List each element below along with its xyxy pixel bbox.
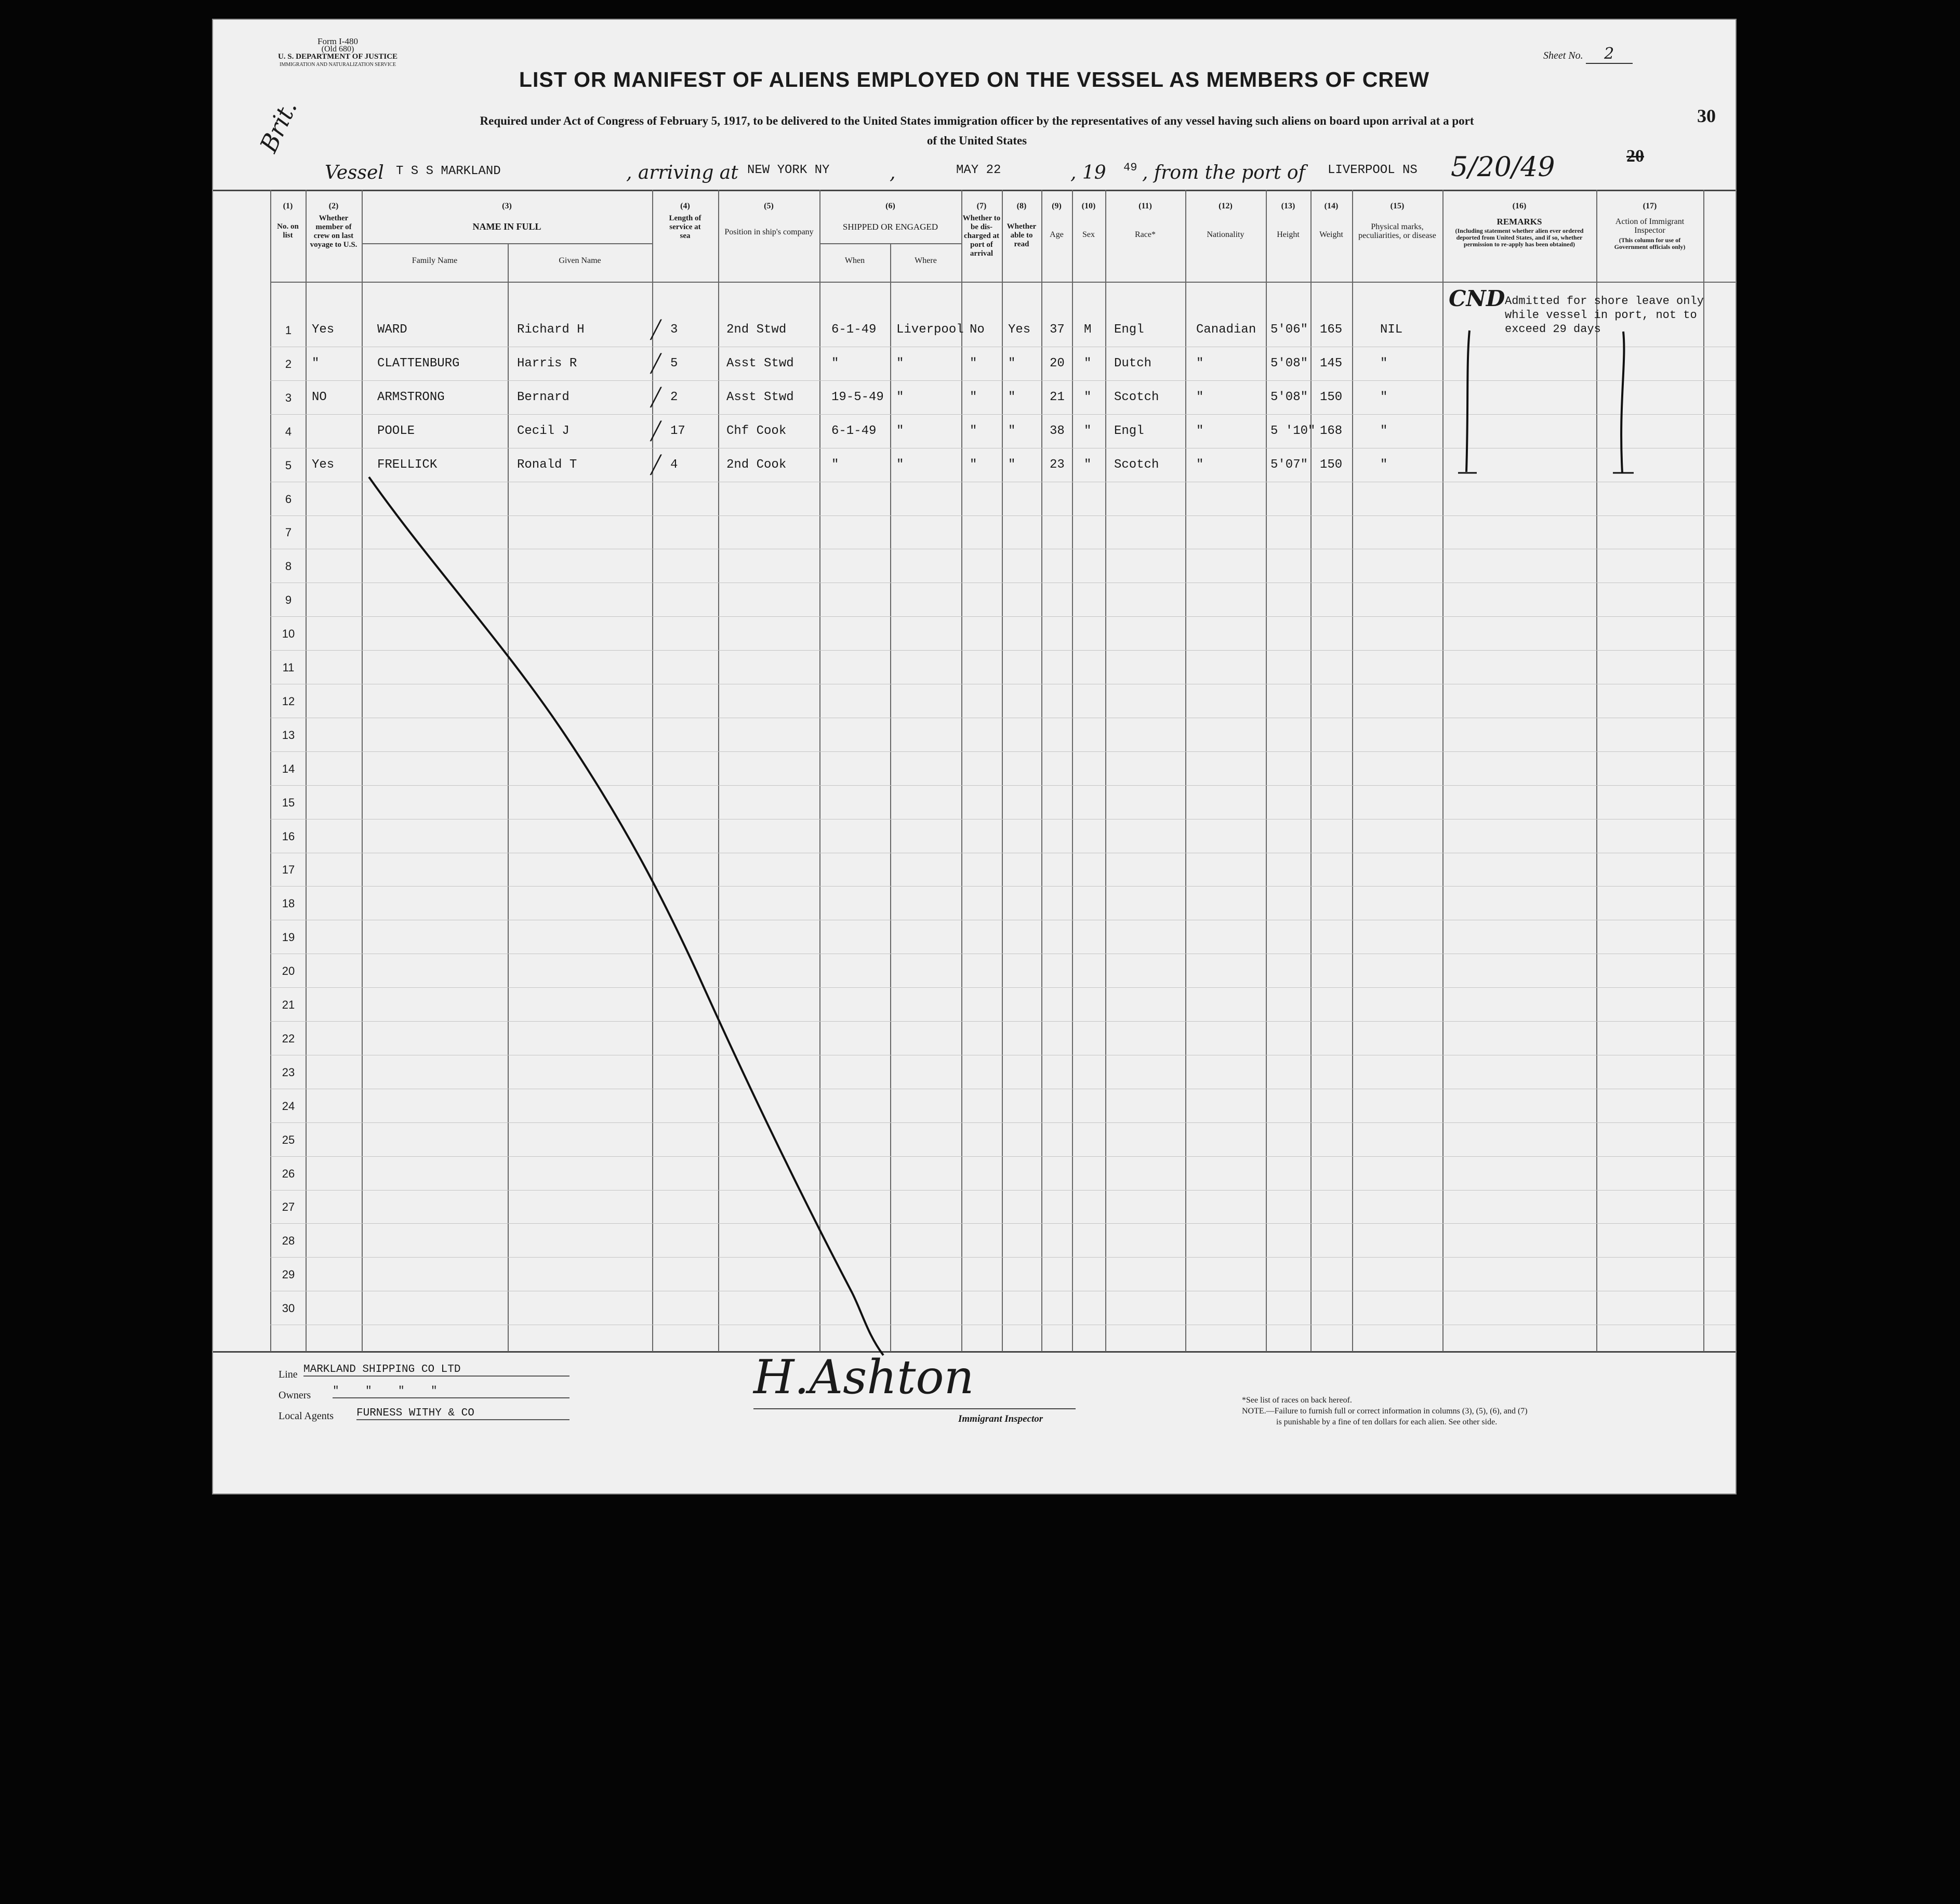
col-head-3a: Family Name xyxy=(412,256,458,265)
departure-port: LIVERPOOL NS xyxy=(1328,163,1418,177)
row-shipped-when: 19-5-49 xyxy=(831,390,884,404)
remarks-line-1: Admitted for shore leave only xyxy=(1505,295,1704,308)
sheet-label: Sheet No. xyxy=(1543,50,1583,61)
footer-fields xyxy=(279,1364,486,1429)
row-nationality: " xyxy=(1196,390,1204,404)
row-position: 2nd Cook xyxy=(726,457,787,472)
row-weight: 165 xyxy=(1320,323,1343,337)
col-head-6a: When xyxy=(844,256,865,265)
service-check-mark: ╱ xyxy=(651,456,661,477)
row-race: Scotch xyxy=(1114,390,1159,404)
col-num-4: (4) xyxy=(680,202,690,210)
row-prev-voyage: NO xyxy=(312,390,327,404)
row-position: Chf Cook xyxy=(726,424,787,438)
row-number: 21 xyxy=(282,998,295,1011)
col-head-11: Race* xyxy=(1135,230,1156,239)
row-discharge: " xyxy=(970,457,977,472)
line-value: MARKLAND SHIPPING CO LTD xyxy=(303,1364,570,1377)
department: U. S. DEPARTMENT OF JUSTICE xyxy=(277,52,398,61)
annotation-lines xyxy=(213,20,1736,1493)
col-head-9: Age xyxy=(1050,230,1064,239)
row-number: 26 xyxy=(282,1167,295,1180)
row-discharge: " xyxy=(970,356,977,371)
row-number: 8 xyxy=(285,560,292,573)
row-physical-marks: NIL xyxy=(1380,323,1403,337)
col-head-13: Height xyxy=(1277,230,1300,239)
row-nationality: Canadian xyxy=(1196,323,1256,337)
col-head-8: Whether able to read xyxy=(1007,222,1037,248)
row-given-name: Harris R xyxy=(517,356,577,371)
row-position: 2nd Stwd xyxy=(726,323,787,337)
remarks-line-2: while vessel in port, not to xyxy=(1505,309,1697,322)
row-given-name: Cecil J xyxy=(517,424,570,438)
col-num-14: (14) xyxy=(1324,202,1339,210)
line-label: Line xyxy=(279,1369,298,1380)
col-num-10: (10) xyxy=(1081,202,1096,210)
row-position: Asst Stwd xyxy=(726,390,794,404)
row-number: 20 xyxy=(282,964,295,978)
row-number: 14 xyxy=(282,762,295,775)
row-nationality: " xyxy=(1196,424,1204,438)
row-height: 5 '10" xyxy=(1270,424,1316,438)
row-age: 21 xyxy=(1050,390,1065,404)
row-number: 1 xyxy=(285,324,292,337)
col-head-16: REMARKS xyxy=(1497,217,1542,227)
arrival-date: MAY 22 xyxy=(956,163,1001,177)
col-head-17: Action of Immigrant Inspector xyxy=(1615,217,1685,235)
row-height: 5'06" xyxy=(1270,323,1308,337)
col-num-7: (7) xyxy=(976,202,987,210)
agents-label: Local Agents xyxy=(279,1410,334,1422)
service-check-mark: ╱ xyxy=(651,355,661,375)
col-head-5: Position in ship's company xyxy=(724,228,814,236)
owners-label: Owners xyxy=(279,1390,311,1401)
row-number: 2 xyxy=(285,357,292,371)
row-service-length: 2 xyxy=(670,390,678,404)
row-service-length: 5 xyxy=(670,356,678,371)
row-family-name: ARMSTRONG xyxy=(377,390,445,404)
row-given-name: Richard H xyxy=(517,323,585,337)
col-num-17: (17) xyxy=(1643,202,1657,210)
row-shipped-when: 6-1-49 xyxy=(831,424,877,438)
action-ditto-bar xyxy=(1621,332,1624,473)
row-weight: 150 xyxy=(1320,457,1343,472)
row-number: 19 xyxy=(282,931,295,944)
row-age: 38 xyxy=(1050,424,1065,438)
row-number: 22 xyxy=(282,1032,295,1045)
diagonal-cancel-line xyxy=(369,477,883,1355)
row-number: 29 xyxy=(282,1268,295,1281)
subtitle-line-2: of the United States xyxy=(926,134,1027,147)
struck-number: 20 xyxy=(1626,147,1644,166)
col-head-6: SHIPPED OR ENGAGED xyxy=(842,222,938,232)
row-number: 6 xyxy=(285,492,292,506)
row-sex: " xyxy=(1084,356,1092,371)
row-number: 30 xyxy=(282,1302,295,1315)
row-shipped-when: 6-1-49 xyxy=(831,323,877,337)
row-number: 3 xyxy=(285,391,292,404)
col-head-3b: Given Name xyxy=(559,256,601,265)
service-check-mark: ╱ xyxy=(651,389,661,409)
row-number: 4 xyxy=(285,425,292,438)
sheet-number: 2 xyxy=(1586,45,1633,64)
col-head-17-note: (This column for use of Government officials only) xyxy=(1614,236,1686,250)
col-num-9: (9) xyxy=(1052,202,1062,210)
col-num-5: (5) xyxy=(764,202,774,210)
row-height: 5'08" xyxy=(1270,390,1308,404)
owners-value: " " " " xyxy=(333,1385,570,1398)
margin-note: Brit. xyxy=(254,96,303,157)
row-sex: " xyxy=(1084,424,1092,438)
row-prev-voyage: Yes xyxy=(312,323,335,337)
row-able-to-read: " xyxy=(1008,424,1016,438)
row-service-length: 17 xyxy=(670,424,685,438)
service-check-mark: ╱ xyxy=(651,422,661,443)
row-number: 11 xyxy=(282,661,295,674)
col-head-4: Length of service at sea xyxy=(669,214,701,240)
row-shipped-where: " xyxy=(896,356,904,371)
service-check-mark: ╱ xyxy=(651,322,661,341)
inspector-label: Immigrant Inspector xyxy=(958,1413,1043,1424)
row-height: 5'08" xyxy=(1270,356,1308,371)
row-physical-marks: " xyxy=(1380,424,1388,438)
row-shipped-where: " xyxy=(896,424,904,438)
row-age: 20 xyxy=(1050,356,1065,371)
col-head-7: Whether to be dis-charged at port of arrival xyxy=(962,214,1001,258)
row-family-name: FRELLICK xyxy=(377,457,438,472)
col-head-6b: Where xyxy=(915,256,937,265)
row-number: 18 xyxy=(282,897,295,910)
row-shipped-when: " xyxy=(831,356,839,371)
row-number: 24 xyxy=(282,1099,295,1113)
remarks-cnd: CND xyxy=(1449,286,1505,311)
year-prefix: , 19 xyxy=(1070,162,1106,183)
row-shipped-when: " xyxy=(831,457,839,472)
page-number: 30 xyxy=(1697,105,1716,126)
fine-note-1: NOTE.—Failure to furnish full or correct information in columns (3), (5), (6), and (7) xyxy=(1242,1407,1528,1416)
row-age: 23 xyxy=(1050,457,1065,472)
row-race: Scotch xyxy=(1114,457,1159,472)
col-num-13: (13) xyxy=(1281,202,1295,210)
row-given-name: Ronald T xyxy=(517,457,577,472)
row-shipped-where: " xyxy=(896,457,904,472)
col-head-1: No. on list xyxy=(277,222,299,240)
row-discharge: No xyxy=(970,323,985,337)
remarks-ditto-bar xyxy=(1466,330,1469,472)
row-number: 7 xyxy=(285,526,292,539)
row-age: 37 xyxy=(1050,323,1065,337)
agents-field xyxy=(279,1407,486,1429)
row-number: 23 xyxy=(282,1065,295,1079)
form-old-number: (Old 680) xyxy=(321,45,354,54)
row-family-name: CLATTENBURG xyxy=(377,356,460,371)
row-physical-marks: " xyxy=(1380,356,1388,371)
row-position: Asst Stwd xyxy=(726,356,794,371)
subtitle-line-1: Required under Act of Congress of February 5, 1917, to be delivered to the United States immigration officer by the representatives of any vessel having such aliens on board upon arrival at a port xyxy=(480,114,1474,127)
col-num-8: (8) xyxy=(1016,202,1027,210)
row-sex: " xyxy=(1084,457,1092,472)
row-number: 13 xyxy=(282,728,295,742)
row-number: 5 xyxy=(285,458,292,472)
form-title: LIST OR MANIFEST OF ALIENS EMPLOYED ON THE VESSEL AS MEMBERS OF CREW xyxy=(519,68,1430,91)
row-prev-voyage: " xyxy=(312,356,320,371)
arrival-year: 49 xyxy=(1123,161,1137,174)
row-family-name: POOLE xyxy=(377,424,415,438)
row-number: 12 xyxy=(282,694,295,708)
agents-value: FURNESS WITHY & CO xyxy=(356,1407,570,1420)
arrival-port: NEW YORK NY xyxy=(747,163,830,177)
manifest-sheet xyxy=(213,20,1736,1493)
remarks-line-3: exceed 29 days xyxy=(1505,323,1601,336)
row-service-length: 3 xyxy=(670,323,678,337)
row-given-name: Bernard xyxy=(517,390,570,404)
row-physical-marks: " xyxy=(1380,390,1388,404)
row-discharge: " xyxy=(970,390,977,404)
row-number: 27 xyxy=(282,1200,295,1214)
col-head-3: NAME IN FULL xyxy=(472,221,541,232)
col-num-11: (11) xyxy=(1138,202,1152,210)
col-head-10: Sex xyxy=(1082,230,1095,239)
races-note: *See list of races on back hereof. xyxy=(1242,1396,1352,1405)
form-number: Form I-480 xyxy=(317,36,358,46)
col-num-15: (15) xyxy=(1390,202,1405,210)
row-number: 25 xyxy=(282,1133,295,1146)
row-sex: M xyxy=(1084,323,1092,337)
inspector-signature: H.Ashton xyxy=(753,1350,974,1405)
fine-note-2: is punishable by a fine of ten dollars for each alien. See other side. xyxy=(1276,1418,1498,1426)
row-able-to-read: " xyxy=(1008,390,1016,404)
row-number: 10 xyxy=(282,627,295,641)
owners-field xyxy=(279,1385,486,1407)
row-weight: 168 xyxy=(1320,424,1343,438)
row-race: Engl xyxy=(1114,424,1144,438)
arriving-label: , arriving at xyxy=(626,162,738,183)
col-head-15: Physical marks, peculiarities, or disease xyxy=(1358,222,1436,240)
col-head-12: Nationality xyxy=(1207,230,1244,239)
col-num-3: (3) xyxy=(502,202,512,210)
row-height: 5'07" xyxy=(1270,457,1308,472)
line-field xyxy=(279,1364,486,1385)
col-num-1: (1) xyxy=(283,202,293,210)
from-label: , from the port of xyxy=(1142,162,1305,183)
service-name: IMMIGRATION AND NATURALIZATION SERVICE xyxy=(280,62,396,68)
row-family-name: WARD xyxy=(377,323,407,337)
row-number: 15 xyxy=(282,796,295,809)
row-weight: 145 xyxy=(1320,356,1343,371)
row-able-to-read: " xyxy=(1008,457,1016,472)
row-number: 9 xyxy=(285,593,292,607)
row-nationality: " xyxy=(1196,356,1204,371)
signature-line xyxy=(753,1408,1076,1409)
row-shipped-where: " xyxy=(896,390,904,404)
row-sex: " xyxy=(1084,390,1092,404)
row-shipped-where: Liverpool xyxy=(896,323,964,337)
row-race: Dutch xyxy=(1114,356,1152,371)
vessel-name: T S S MARKLAND xyxy=(396,164,501,178)
row-nationality: " xyxy=(1196,457,1204,472)
col-head-2: Whether member of crew on last voyage to U.S. xyxy=(310,214,357,249)
col-num-2: (2) xyxy=(328,202,339,210)
row-number: 17 xyxy=(282,863,295,877)
col-num-16: (16) xyxy=(1512,202,1527,210)
footer-notes xyxy=(1242,1395,1637,1427)
row-weight: 150 xyxy=(1320,390,1343,404)
row-able-to-read: Yes xyxy=(1008,323,1031,337)
row-number: 28 xyxy=(282,1234,295,1248)
col-head-14: Weight xyxy=(1319,230,1343,239)
row-number: 16 xyxy=(282,829,295,843)
row-service-length: 4 xyxy=(670,457,678,472)
row-prev-voyage: Yes xyxy=(312,457,335,472)
col-num-12: (12) xyxy=(1219,202,1233,210)
handwritten-date: 5/20/49 xyxy=(1451,152,1555,183)
row-able-to-read: " xyxy=(1008,356,1016,371)
row-physical-marks: " xyxy=(1380,457,1388,472)
col-num-6: (6) xyxy=(885,202,895,210)
vessel-label: Vessel xyxy=(325,162,384,183)
comma: , xyxy=(890,162,896,183)
row-discharge: " xyxy=(970,424,977,438)
col-head-16-note: (Including statement whether alien ever ordered deported from United States, and if so, whether permission to re-apply has been obtained) xyxy=(1455,227,1584,248)
row-race: Engl xyxy=(1114,323,1144,337)
